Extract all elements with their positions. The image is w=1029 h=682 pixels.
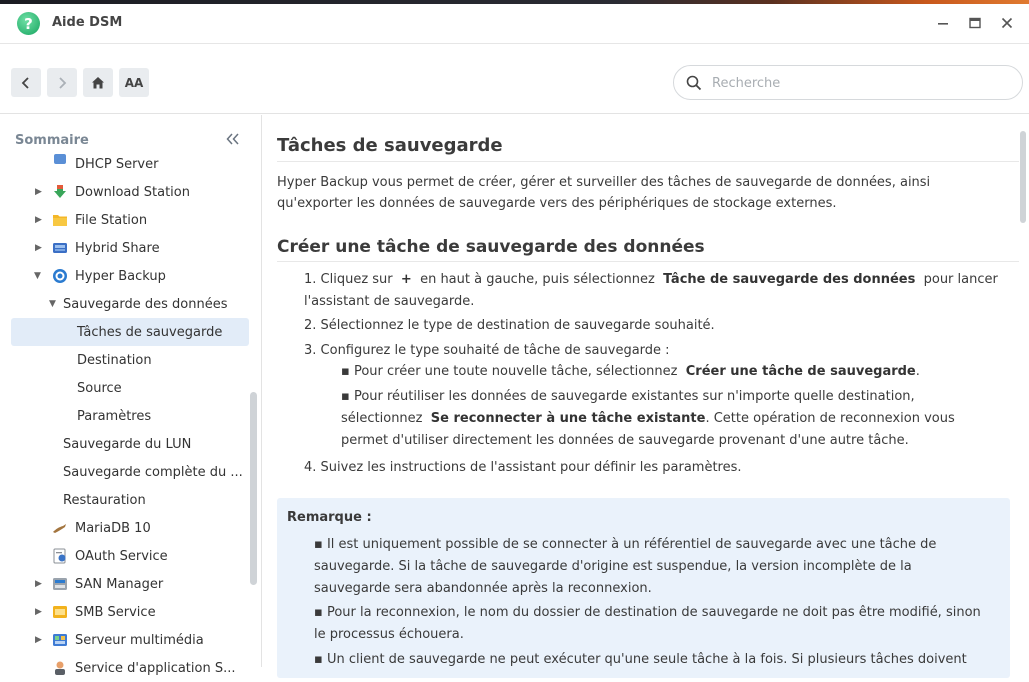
sidebar-item-label: SAN Manager [75, 576, 164, 592]
sidebar-item-restauration[interactable] [0, 486, 250, 514]
bullet-2-line-2: sélectionnez Se reconnecter à une tâche existante. Cette opération de reconnexion vous [341, 411, 955, 426]
title-bar [0, 4, 1029, 44]
sidebar-item-hybrid-share[interactable] [0, 234, 250, 262]
sidebar-item-oauth-service[interactable] [0, 542, 250, 570]
sidebar-item-download-station[interactable] [0, 178, 250, 206]
collapse-arrow-icon[interactable]: ▼ [49, 299, 56, 309]
window-title: Aide DSM [52, 15, 123, 30]
maximize-icon[interactable] [965, 13, 985, 33]
note-bullet-3-line-1: ▪ Un client de sauvegarde ne peut exécuter qu'une seule tâche à la fois. Si plusieurs tâches doivent [314, 652, 967, 667]
oauth-icon [52, 548, 68, 564]
note-bullet-2-line-2: le processus échouera. [314, 627, 464, 642]
font-size-icon: AA [124, 75, 144, 90]
forward-button[interactable] [47, 68, 77, 97]
collapse-arrow-icon[interactable]: ▼ [34, 271, 41, 281]
sidebar-item-sauvegarde-complete[interactable] [0, 458, 250, 486]
sidebar-item-label: Sauvegarde des données [63, 296, 228, 312]
back-icon [21, 77, 31, 89]
sidebar-item-label: Restauration [63, 492, 146, 508]
sidebar-heading: Sommaire [15, 133, 89, 148]
article-pane [263, 115, 1029, 667]
note-bullet-1-line-1: ▪ Il est uniquement possible de se connecter à un référentiel de sauvegarde avec une tâche de [314, 537, 937, 552]
note-box [277, 498, 1010, 678]
home-icon [91, 76, 105, 89]
expand-arrow-icon[interactable]: ▶ [35, 579, 42, 589]
close-icon[interactable] [997, 13, 1017, 33]
hyper-backup-icon [52, 268, 68, 284]
note-bullet-2-line-1: ▪ Pour la reconnexion, le nom du dossier de destination de sauvegarde ne doit pas être modifié, sinon [314, 605, 981, 620]
sidebar-item-hyper-backup[interactable] [0, 262, 250, 290]
sidebar-item-label: Tâches de sauvegarde [77, 324, 223, 340]
expand-arrow-icon[interactable]: ▶ [35, 635, 42, 645]
section-title: Créer une tâche de sauvegarde des données [277, 237, 705, 257]
dhcp-icon [52, 151, 68, 167]
bullet-1: ▪ Pour créer une toute nouvelle tâche, sélectionnez Créer une tâche de sauvegarde. [341, 364, 920, 379]
sidebar-item-label: Service d'application S... [75, 660, 236, 676]
sidebar-item-serveur-multimedia[interactable] [0, 626, 250, 654]
search-icon [686, 75, 702, 91]
sidebar-item-san-manager[interactable] [0, 570, 250, 598]
page-title: Tâches de sauvegarde [277, 135, 503, 156]
sidebar-item-mariadb[interactable] [0, 514, 250, 542]
help-app-icon: ? [17, 12, 40, 35]
collapse-sidebar-icon[interactable] [226, 131, 240, 149]
home-button[interactable] [83, 68, 113, 97]
content-scrollbar[interactable] [1020, 131, 1026, 223]
mariadb-seal-icon [52, 520, 68, 536]
sidebar-item-smb-service[interactable] [0, 598, 250, 626]
hybrid-share-icon [52, 240, 68, 256]
application-service-icon [52, 660, 68, 676]
step-4: 4. Suivez les instructions de l'assistant pour définir les paramètres. [304, 460, 742, 475]
plus-icon: + [400, 272, 412, 287]
step-3: 3. Configurez le type souhaité de tâche de sauvegarde : [304, 343, 670, 358]
sidebar-item-label: Source [77, 380, 122, 396]
note-bullet-1-line-2: sauvegarde. Si la tâche de sauvegarde d'origine est suspendue, la version incomplète de la [314, 559, 912, 574]
sidebar [0, 115, 262, 676]
font-size-button[interactable] [119, 68, 149, 97]
sidebar-item-taches-de-sauvegarde[interactable] [11, 318, 249, 346]
sidebar-item-label: Sauvegarde du LUN [63, 436, 192, 452]
note-bullet-1-line-3: sauvegarde sera abandonnée après la reconnexion. [314, 581, 652, 596]
intro-paragraph: Hyper Backup vous permet de créer, gérer et surveiller des tâches de sauvegarde de données, ainsi qu'exporter les données de sauvegarde vers des périphériques de stockage externes. [277, 175, 931, 211]
expand-arrow-icon[interactable]: ▶ [35, 243, 42, 253]
sidebar-item-source[interactable] [0, 374, 250, 402]
folder-icon [52, 212, 68, 228]
sidebar-item-label: OAuth Service [75, 548, 168, 564]
sidebar-item-label: Destination [77, 352, 152, 368]
step-1-line-1: 1. Cliquez sur + en haut à gauche, puis sélectionnez Tâche de sauvegarde des données pour lancer [304, 272, 998, 287]
san-manager-icon [52, 576, 68, 592]
sidebar-item-label: SMB Service [75, 604, 156, 620]
sidebar-item-label: Paramètres [77, 408, 152, 424]
sidebar-item-label: File Station [75, 212, 148, 228]
sidebar-item-service-application[interactable] [0, 654, 250, 682]
note-title: Remarque : [287, 510, 372, 525]
sidebar-item-label: Hyper Backup [75, 268, 166, 284]
sidebar-item-label: DHCP Server [75, 156, 159, 172]
sidebar-item-destination[interactable] [0, 346, 250, 374]
sidebar-item-label: MariaDB 10 [75, 520, 151, 536]
download-station-icon [52, 184, 68, 200]
step-2: 2. Sélectionnez le type de destination de sauvegarde souhaité. [304, 318, 715, 333]
forward-icon [57, 77, 67, 89]
sidebar-item-label: Sauvegarde complète du ... [63, 464, 243, 480]
expand-arrow-icon[interactable]: ▶ [35, 187, 42, 197]
smb-service-icon [52, 604, 68, 620]
expand-arrow-icon[interactable]: ▶ [35, 215, 42, 225]
section-divider [277, 261, 1019, 262]
bullet-2-line-3: permet d'utiliser directement les données de sauvegarde provenant d'une autre tâche. [341, 433, 909, 448]
sidebar-item-label: Serveur multimédia [75, 632, 204, 648]
sidebar-item-file-station[interactable] [0, 206, 250, 234]
sidebar-item-dhcp-server[interactable] [0, 150, 250, 178]
sidebar-scrollbar[interactable] [250, 392, 257, 585]
expand-arrow-icon[interactable]: ▶ [35, 607, 42, 617]
back-button[interactable] [11, 68, 41, 97]
sidebar-item-sauvegarde-du-lun[interactable] [0, 430, 250, 458]
search-input[interactable] [712, 72, 1012, 94]
sidebar-item-sauvegarde-des-donnees[interactable] [0, 290, 250, 318]
sidebar-item-label: Download Station [75, 184, 190, 200]
sidebar-item-label: Hybrid Share [75, 240, 160, 256]
search-box[interactable] [673, 65, 1023, 100]
step-1-line-2: l'assistant de sauvegarde. [304, 294, 475, 309]
sidebar-item-parametres[interactable] [0, 402, 250, 430]
toolbar [0, 44, 1029, 114]
minimize-icon[interactable] [933, 13, 953, 33]
title-divider [277, 161, 1019, 162]
bullet-2-line-1: ▪ Pour réutiliser les données de sauvegarde existantes sur n'importe quelle destination, [341, 389, 915, 404]
media-server-icon [52, 632, 68, 648]
